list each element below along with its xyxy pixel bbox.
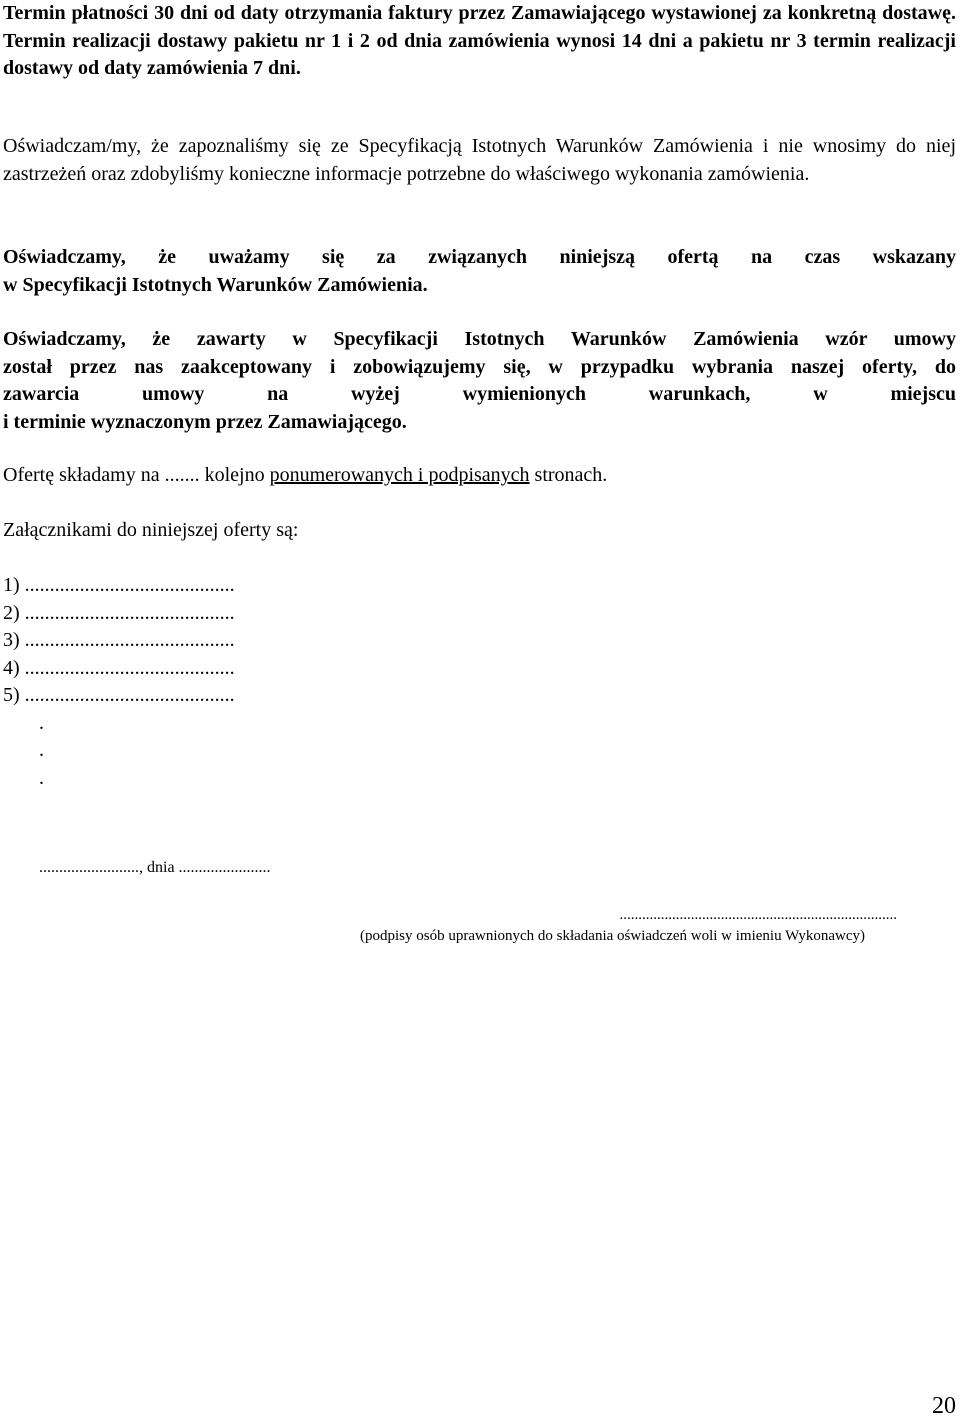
- attachment-item: 2) ..........................................: [3, 602, 235, 624]
- contract-statement-line-4: i terminie wyznaczonym przez Zamawiającego.: [3, 410, 407, 433]
- signature-line: ..........................................................................: [619, 907, 897, 923]
- contract-statement-line-1: Oświadczamy, że zawarty w Specyfikacji Istotnych Warunków Zamówienia wzór umowy: [3, 328, 956, 350]
- signature-caption: (podpisy osób uprawnionych do składania oświadczeń woli w imieniu Wykonawcy): [360, 928, 865, 944]
- attachments-heading: Załącznikami do niniejszej oferty są:: [3, 519, 299, 541]
- attachment-item: 1) ..........................................: [3, 574, 235, 596]
- binding-statement-line-2: w Specyfikacji Istotnych Warunków Zamówienia.: [3, 273, 428, 296]
- contract-statement-line-3: zawarcia umowy na wyżej wymienionych warunkach, w miejscu: [3, 383, 956, 405]
- siwz-statement-paragraph: [3, 133, 956, 188]
- page-number: 20: [932, 1393, 956, 1419]
- contract-statement-line-2: został przez nas zaakceptowany i zobowiązujemy się, w przypadku wybrania naszej oferty, do: [3, 355, 956, 378]
- continuation-dot: .: [39, 739, 44, 761]
- attachment-item: 3) ..........................................: [3, 629, 235, 651]
- attachment-item: 5) ..........................................: [3, 684, 235, 706]
- pages-statement-underlined: ponumerowanych i podpisanych: [269, 464, 530, 486]
- continuation-dot: .: [39, 767, 44, 789]
- pages-statement-prefix: Ofertę składamy na ....... kolejno: [3, 464, 270, 486]
- contract-statement-paragraph: [3, 326, 956, 436]
- attachment-item: 4) ..........................................: [3, 657, 235, 679]
- binding-statement-paragraph: [3, 244, 956, 299]
- siwz-statement-text: Oświadczam/my, że zapoznaliśmy się ze Specyfikacją Istotnych Warunków Zamówienia i nie wnosimy do niej zastrzeżeń oraz zdobyliśmy konieczne informacje potrzebne do właściwego wykonania zamówienia.: [3, 135, 956, 185]
- terms-paragraph: [3, 0, 956, 83]
- continuation-dot: .: [39, 712, 44, 734]
- pages-statement-suffix: stronach.: [529, 464, 608, 486]
- place-date-line: ........................., dnia .......................: [39, 859, 271, 876]
- pages-statement: [3, 462, 607, 489]
- payment-term-text: Termin płatności 30 dni od daty otrzymania faktury przez Zamawiającego wystawionej za konkretną dostawę.: [3, 2, 956, 24]
- delivery-term-text: Termin realizacji dostawy pakietu nr 1 i 2 od dnia zamówienia wynosi 14 dni a pakietu nr 3 termin realizacji dostawy od daty zamówienia 7 dni.: [3, 29, 956, 79]
- binding-statement-line-1: Oświadczamy, że uważamy się za związanych niniejszą ofertą na czas wskazany: [3, 246, 956, 268]
